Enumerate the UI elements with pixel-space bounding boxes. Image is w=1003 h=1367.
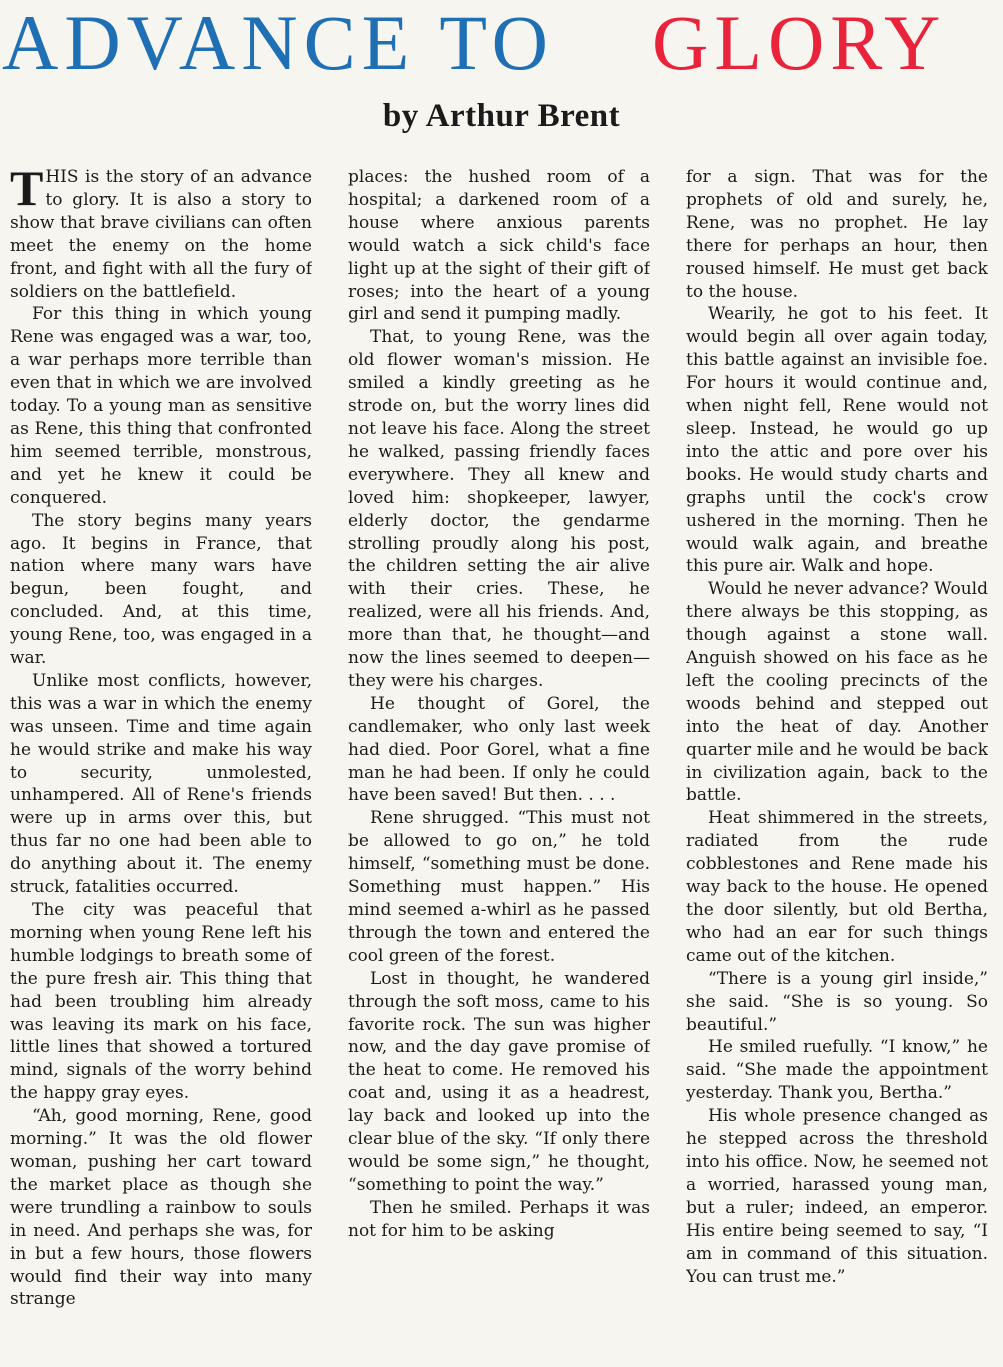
paragraph: places: the hushed room of a hospital; a darkened room of a house where anxious parents would watch a sick child's face light up at the sight of their gift of roses; into the heart of a young girl and send it pumping madly. [348, 167, 650, 325]
article-column-2 [348, 166, 650, 1361]
paragraph: Lost in thought, he wandered through the soft moss, came to his favorite rock. The sun was higher now, and the day gave promise of the heat to come. He removed his coat and, using it as a headrest, lay back and looked up into the clear blue of the sky. “If only there would be some sign,” he thought, “something to point the way.” [348, 968, 650, 1195]
headline [0, 0, 1003, 86]
article-column-3 [686, 166, 988, 1361]
paragraph: For this thing in which young Rene was engaged was a war, too, a war perhaps more terrible than even that in which we are involved today. To a young man as sensitive as Rene, this thing that confronted him seemed terrible, monstrous, and yet he knew it could be conquered. [10, 304, 312, 508]
paragraph: “Ah, good morning, Rene, good morning.” It was the old flower woman, pushing her cart toward the market place as though she were trundling a rainbow to souls in need. And perhaps she was, for in but a few hours, those flowers would find their way into many strange [10, 1106, 312, 1310]
paragraph: He smiled ruefully. “I know,” he said. “She made the appointment yesterday. Thank you, Bertha.” [686, 1037, 988, 1104]
paragraph: Wearily, he got to his feet. It would begin all over again today, this battle against an invisible foe. For hours it would continue and, when night fell, Rene would not sleep. Instead, he would go up into the attic and pore over his books. He would study charts and graphs until the cock's crow ushered in the morning. Then he would walk again, and breathe this pure air. Walk and hope. [686, 304, 988, 577]
headline-part-1: ADVANCE TO [2, 0, 554, 86]
paragraph: Then he smiled. Perhaps it was not for him to be asking [348, 1197, 650, 1241]
paragraph-text: HIS is the story of an advance to glory. It is also a story to show that brave civilians can often meet the enemy on the home front, and fight with all the fury of soldiers on the battlefield. [10, 167, 312, 302]
drop-cap: T [10, 166, 44, 216]
paragraph: The story begins many years ago. It begins in France, that nation where many wars have begun, been fought, and concluded. And, at this time, young Rene, too, was engaged in a war. [10, 510, 312, 669]
paragraph: Rene shrugged. “This must not be allowed to go on,” he told himself, “something must be done. Something must happen.” His mind seemed a-whirl as he passed through the town and entered the cool green of the forest. [348, 808, 650, 966]
byline: by Arthur Brent [382, 98, 621, 134]
paragraph: His whole presence changed as he stepped across the threshold into his office. Now, he seemed not a worried, harassed young man, but a ruler; indeed, an emperor. His entire being seemed to say, “I am in command of this situation. You can trust me.” [686, 1106, 988, 1287]
paragraph: “There is a young girl inside,” she said. “She is so young. So beautiful.” [686, 968, 988, 1035]
paragraph: Unlike most conflicts, however, this was a war in which the enemy was unseen. Time and time again he would strike and make his way to security, unmolested, unhampered. All of Rene's friends were up in arms over this, but thus far no one had been able to do anything about it. The enemy struck, fatalities occurred. [10, 670, 312, 898]
article-column-1 [10, 166, 312, 1361]
paragraph: Would he never advance? Would there always be this stopping, as though against a stone wall. Anguish showed on his face as he left the cooling precincts of the woods behind and stepped out into the heat of day. Another quarter mile and he would be back in civilization again, back to the battle. [686, 579, 988, 806]
paragraph: for a sign. That was for the prophets of old and surely, he, Rene, was no prophet. He lay there for perhaps an hour, then roused himself. He must get back to the house. [686, 167, 988, 302]
headline-part-2: GLORY [652, 0, 947, 86]
paragraph: The city was peaceful that morning when young Rene left his humble lodgings to breath some of the pure fresh air. This thing that had been troubling him already was leaving its mark on his face, little lines that showed a tortured mind, signals of the worry behind the happy gray eyes. [10, 900, 312, 1104]
paragraph: That, to young Rene, was the old flower woman's mission. He smiled a kindly greeting as he strode on, but the worry lines did not leave his face. Along the street he walked, passing friendly faces everywhere. They all knew and loved him: shopkeeper, lawyer, elderly doctor, the gendarme strolling proudly along his post, the children setting the air alive with their cries. These, he realized, were all his friends. And, more than that, he thought—and now the lines seemed to deepen—they were his charges. [348, 327, 650, 691]
paragraph [10, 166, 312, 303]
paragraph: He thought of Gorel, the candlemaker, who only last week had died. Poor Gorel, what a fine man he had been. If only he could have been saved! But then. . . . [348, 693, 650, 806]
paragraph: Heat shimmered in the streets, radiated from the rude cobblestones and Rene made his way back to the house. He opened the door silently, but old Bertha, who had an ear for such things came out of the kitchen. [686, 808, 988, 966]
